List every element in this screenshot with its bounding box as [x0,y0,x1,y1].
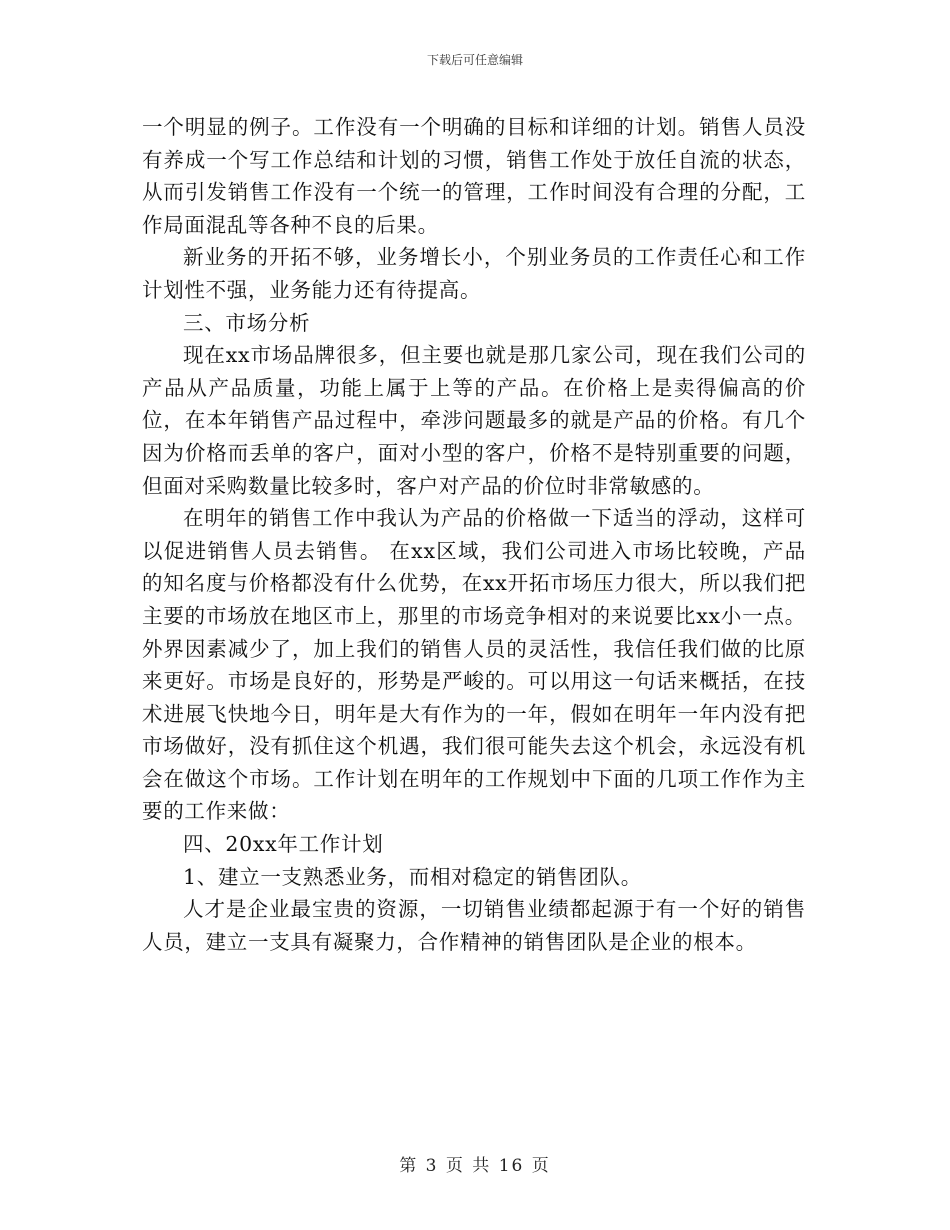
page-header: 下载后可任意编辑 [426,53,523,67]
document-body [142,111,806,958]
paragraph-2: 新业务的开拓不够，业务增长小，个别业务员的工作责任心和工作计划性不强，业务能力还有待提高。 [142,245,806,302]
paragraph-5: 人才是企业最宝贵的资源，一切销售业绩都起源于有一个好的销售人员，建立一支具有凝聚力，合作精神的销售团队是企业的根本。 [142,897,806,954]
section-heading-work-plan: 四、20xx年工作计划 [183,832,384,857]
page-number: 第 3 页 共 16 页 [399,1156,551,1176]
section-heading-market-analysis: 三、市场分析 [183,310,311,335]
plan-item-1: 1、建立一支熟悉业务，而相对稳定的销售团队。 [183,864,642,889]
paragraph-3: 现在xx市场品牌很多，但主要也就是那几家公司，现在我们公司的产品从产品质量，功能上属于上等的产品。在价格上是卖得偏高的价位，在本年销售产品过程中，牵涉问题最多的就是产品的价格。有几个因为价格而丢单的客户，面对小型的客户，价格不是特别重要的问题，但面对采购数量比较多时，客户对产品的价位时非常敏感的。 [142,343,806,498]
paragraph-1: 一个明显的例子。工作没有一个明确的目标和详细的计划。销售人员没有养成一个写工作总结和计划的习惯，销售工作处于放任自流的状态，从而引发销售工作没有一个统一的管理，工作时间没有合理的分配，工作局面混乱等各种不良的后果。 [142,115,806,237]
paragraph-4: 在明年的销售工作中我认为产品的价格做一下适当的浮动，这样可以促进销售人员去销售。 在xx区域，我们公司进入市场比较晚，产品的知名度与价格都没有什么优势，在xx开拓市场压力很大，所以我们把主要的市场放在地区市上，那里的市场竞争相对的来说要比xx小一点。外界因素减少了，加上我们的销售人员的灵活性，我信任我们做的比原来更好。市场是良好的，形势是严峻的。可以用这一句话来概括，在技术进展飞快地今日，明年是大有作为的一年，假如在明年一年内没有把市场做好，没有抓住这个机遇，我们很可能失去这个机会，永远没有机会在做这个市场。工作计划在明年的工作规划中下面的几项工作作为主要的工作来做： [142,506,806,824]
